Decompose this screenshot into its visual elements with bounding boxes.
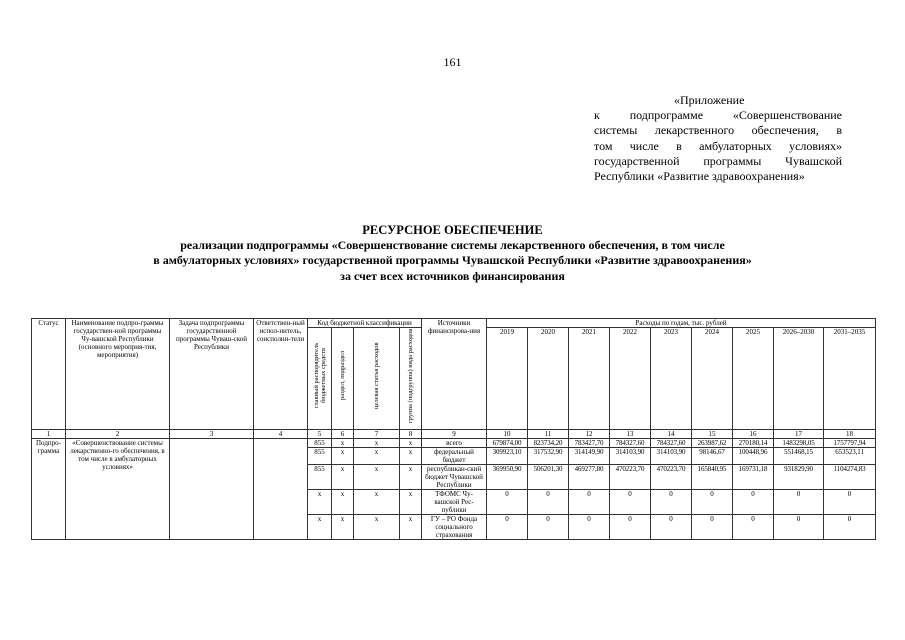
value-cell: 470223,70 [610,465,651,490]
header-row [32,319,876,328]
razdel-cell: x [332,515,354,540]
value-cell: 0 [569,515,610,540]
header-name: Наименование подпро-граммы государствен-ной программы Чу-вашской Республики (основного мероприя-тия, мероприятия) [66,319,170,430]
header-responsible: Ответствен-ный испол-нитель, соисполни-тели [254,319,308,430]
header-year: 2026–2030 [774,328,824,430]
value-cell: 314103,90 [651,448,692,465]
value-cell: 0 [528,490,569,515]
value-cell: 0 [651,490,692,515]
source-cell: ГУ – РО Фонда социального страхования [422,515,487,540]
value-cell: 0 [610,490,651,515]
column-number: 4 [254,430,308,439]
value-cell: 783427,70 [569,439,610,448]
task-cell [170,439,254,540]
page-number: 161 [443,55,462,69]
header-year: 2020 [528,328,569,430]
group-cell: x [400,439,422,448]
status-cell: Подпро-грамма [32,439,66,540]
source-cell: ТФОМС Чу-вашской Рес-публики [422,490,487,515]
header-year: 2023 [651,328,692,430]
value-cell: 469277,80 [569,465,610,490]
value-cell: 0 [824,515,876,540]
header-year: 2019 [487,328,528,430]
value-cell: 1104274,83 [824,465,876,490]
value-cell: 0 [487,490,528,515]
header-status: Статус [32,319,66,430]
razdel-cell: x [332,439,354,448]
value-cell: 0 [528,515,569,540]
column-number: 2 [66,430,170,439]
target-cell: x [354,465,400,490]
value-cell: 369950,90 [487,465,528,490]
header-sources: Источники финансирова-ния [422,319,487,430]
grbs-cell: x [308,490,332,515]
column-number: 15 [692,430,733,439]
value-cell: 100448,96 [733,448,774,465]
value-cell: 506201,30 [528,465,569,490]
header-task: Задача подпрограммы государственной программы Чуваш-ской Республики [170,319,254,430]
value-cell: 169731,18 [733,465,774,490]
razdel-cell: x [332,490,354,515]
group-cell: x [400,465,422,490]
column-number: 5 [308,430,332,439]
column-number: 17 [774,430,824,439]
value-cell: 0 [692,490,733,515]
grbs-cell: 855 [308,448,332,465]
value-cell: 0 [774,490,824,515]
value-cell: 0 [610,515,651,540]
appendix-line: государственной программы Чувашской [594,153,842,168]
group-cell: x [400,490,422,515]
header-target-cell [354,328,400,430]
appendix-line: «Приложение [674,93,745,107]
header-razdel-cell [332,328,354,430]
title-line: реализации подпрограммы «Совершенствование системы лекарственного обеспечения, в том числе [180,238,725,252]
header-group: группа (подгруппа) вида расходов [407,328,415,423]
value-cell: 0 [487,515,528,540]
column-number: 18 [824,430,876,439]
value-cell: 679874,00 [487,439,528,448]
column-number: 14 [651,430,692,439]
appendix-line: том числе в амбулаторных условиях» [594,138,842,153]
group-cell: x [400,448,422,465]
header-year: 2021 [569,328,610,430]
value-cell: 823734,20 [528,439,569,448]
grbs-cell: 855 [308,439,332,448]
value-cell: 1483298,05 [774,439,824,448]
appendix-line: к подпрограмме «Совершенствование [594,108,842,123]
value-cell: 0 [569,490,610,515]
value-cell: 270180,14 [733,439,774,448]
value-cell: 931829,90 [774,465,824,490]
column-number: 9 [422,430,487,439]
value-cell: 0 [774,515,824,540]
appendix-line: системы лекарственного обеспечения, в [594,123,842,138]
value-cell: 551468,15 [774,448,824,465]
target-cell: x [354,448,400,465]
value-cell: 263987,62 [692,439,733,448]
column-number: 1 [32,430,66,439]
value-cell: 317532,90 [528,448,569,465]
title-line: в амбулаторных условиях» государственной программы Чувашской Республики «Развитие здравоохранения» [153,253,752,268]
header-razdel: раздел, подраздел [339,350,346,401]
target-cell: x [354,490,400,515]
value-cell: 0 [824,490,876,515]
target-cell: x [354,515,400,540]
appendix-line: Республики «Развитие здравоохранения» [594,169,805,184]
header-year: 2022 [610,328,651,430]
target-cell: x [354,439,400,448]
header-year: 2025 [733,328,774,430]
table-row [32,439,876,448]
value-cell: 314149,90 [569,448,610,465]
responsible-cell [254,439,308,540]
value-cell: 784327,60 [651,439,692,448]
value-cell: 0 [733,490,774,515]
source-cell: всего [422,439,487,448]
appendix-block [594,93,842,184]
column-number: 16 [733,430,774,439]
header-grbs-cell [308,328,332,430]
value-cell: 309923,10 [487,448,528,465]
razdel-cell: x [332,448,354,465]
column-number: 8 [400,430,422,439]
header-year: 2024 [692,328,733,430]
value-cell: 1757797,94 [824,439,876,448]
header-budget-code: Код бюджетной классификации [308,319,422,328]
value-cell: 0 [733,515,774,540]
header-expenses: Расходы по годам, тыс. рублей [487,319,876,328]
value-cell: 470223,70 [651,465,692,490]
header-group-cell [400,328,422,430]
column-number: 6 [332,430,354,439]
column-number-row [32,430,876,439]
grbs-cell: x [308,515,332,540]
column-number: 12 [569,430,610,439]
document-title [0,222,905,284]
value-cell: 653523,11 [824,448,876,465]
header-year: 2031–2035 [824,328,876,430]
value-cell: 784327,60 [610,439,651,448]
grbs-cell: 855 [308,465,332,490]
title-line: за счет всех источников финансирования [340,268,565,283]
resource-table [31,318,876,540]
value-cell: 165840,95 [692,465,733,490]
value-cell: 0 [692,515,733,540]
column-number: 3 [170,430,254,439]
group-cell: x [400,515,422,540]
header-grbs: главный распорядитель бюджетных средств [312,342,327,409]
source-cell: республикан-ский бюджет Чувашской Республики [422,465,487,490]
column-number: 13 [610,430,651,439]
value-cell: 98146,67 [692,448,733,465]
value-cell: 0 [651,515,692,540]
column-number: 11 [528,430,569,439]
value-cell: 314103,90 [610,448,651,465]
column-number: 10 [487,430,528,439]
header-target: целевая статья расходов [373,342,380,409]
razdel-cell: x [332,465,354,490]
column-number: 7 [354,430,400,439]
source-cell: федеральный бюджет [422,448,487,465]
title-main: РЕСУРСНОЕ ОБЕСПЕЧЕНИЕ [362,223,543,237]
program-name-cell: «Совершенствование системы лекарственно-го обеспечения, в том числе в амбулаторных условиях» [66,439,170,540]
